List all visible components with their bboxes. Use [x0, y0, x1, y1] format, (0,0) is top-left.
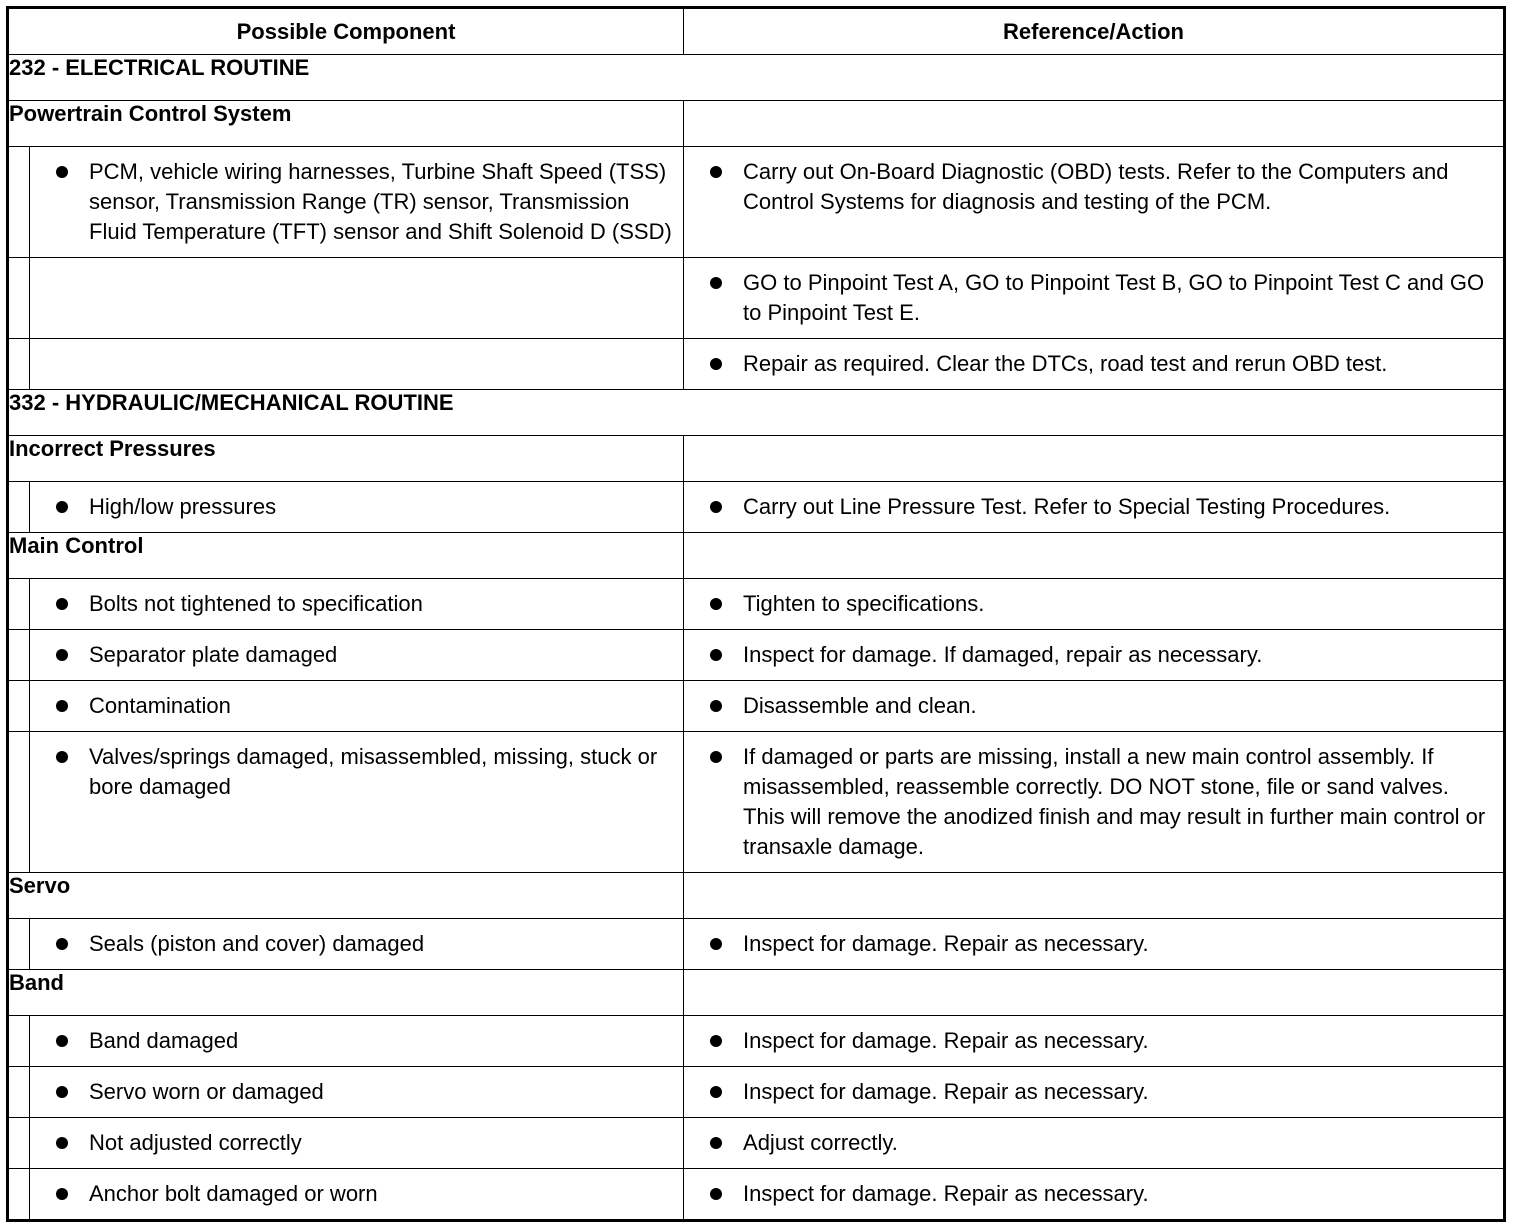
action-text: Inspect for damage. If damaged, repair as necessary.: [743, 642, 1263, 667]
component-text: Servo worn or damaged: [89, 1079, 324, 1104]
table-row: [8, 482, 1505, 533]
reference-cell: [684, 919, 1505, 970]
component-text: Not adjusted correctly: [89, 1130, 302, 1155]
component-cell: [30, 1118, 684, 1169]
bullet-icon: [710, 358, 722, 370]
indent-cell: [8, 1016, 30, 1067]
component-cell: [30, 579, 684, 630]
table-row: [8, 339, 1505, 390]
bullet-icon: [710, 649, 722, 661]
indent-cell: [8, 919, 30, 970]
group-title: Main Control: [8, 533, 684, 579]
indent-cell: [8, 1169, 30, 1221]
group-title: Powertrain Control System: [8, 101, 684, 147]
action-text: If damaged or parts are missing, install a new main control assembly. If misassembled, reassemble correctly. DO NOT stone, file or sand valves. This will remove the anodized finish and may result in further main control or transaxle damage.: [743, 744, 1486, 859]
reference-cell: [684, 1169, 1505, 1221]
reference-cell: [684, 579, 1505, 630]
bullet-icon: [710, 1086, 722, 1098]
indent-cell: [8, 630, 30, 681]
diagnostic-table: [6, 6, 1506, 1222]
reference-cell: [684, 339, 1505, 390]
indent-cell: [8, 1067, 30, 1118]
table-row: [8, 579, 1505, 630]
reference-cell: [684, 258, 1505, 339]
indent-cell: [8, 258, 30, 339]
component-text: Separator plate damaged: [89, 642, 338, 667]
bullet-icon: [56, 1086, 68, 1098]
action-text: Carry out Line Pressure Test. Refer to Special Testing Procedures.: [743, 494, 1391, 519]
bullet-icon: [56, 751, 68, 763]
group-reference-empty: [684, 101, 1505, 147]
bullet-icon: [56, 700, 68, 712]
indent-cell: [8, 579, 30, 630]
bullet-icon: [56, 1188, 68, 1200]
component-cell: [30, 482, 684, 533]
table-body: [8, 55, 1505, 1221]
bullet-icon: [710, 501, 722, 513]
bullet-icon: [710, 1188, 722, 1200]
component-cell: [30, 630, 684, 681]
component-cell: [30, 1067, 684, 1118]
reference-cell: [684, 482, 1505, 533]
component-cell: [30, 919, 684, 970]
section-row: [8, 390, 1505, 436]
group-reference-empty: [684, 436, 1505, 482]
bullet-icon: [710, 166, 722, 178]
action-text: Adjust correctly.: [743, 1130, 898, 1155]
bullet-icon: [56, 598, 68, 610]
bullet-icon: [56, 649, 68, 661]
section-title: 332 - HYDRAULIC/MECHANICAL ROUTINE: [8, 390, 1505, 436]
component-text: Contamination: [89, 693, 231, 718]
reference-cell: [684, 1067, 1505, 1118]
table-row: [8, 919, 1505, 970]
action-text: Inspect for damage. Repair as necessary.: [743, 931, 1149, 956]
table-row: [8, 681, 1505, 732]
table-row: [8, 1118, 1505, 1169]
indent-cell: [8, 147, 30, 258]
action-text: Inspect for damage. Repair as necessary.: [743, 1181, 1149, 1206]
component-cell: [30, 1169, 684, 1221]
bullet-icon: [56, 1137, 68, 1149]
section-row: [8, 55, 1505, 101]
component-cell: [30, 1016, 684, 1067]
reference-cell: [684, 732, 1505, 873]
group-row: [8, 436, 1505, 482]
group-row: [8, 101, 1505, 147]
bullet-icon: [710, 751, 722, 763]
table-row: [8, 1067, 1505, 1118]
bullet-icon: [710, 938, 722, 950]
table-row: [8, 258, 1505, 339]
bullet-icon: [56, 166, 68, 178]
component-text: Band damaged: [89, 1028, 239, 1053]
component-text: Valves/springs damaged, misassembled, missing, stuck or bore damaged: [89, 744, 658, 799]
bullet-icon: [710, 1137, 722, 1149]
component-text: Seals (piston and cover) damaged: [89, 931, 425, 956]
reference-cell: [684, 147, 1505, 258]
bullet-icon: [56, 501, 68, 513]
indent-cell: [8, 1118, 30, 1169]
action-text: Tighten to specifications.: [743, 591, 985, 616]
table-row: [8, 630, 1505, 681]
section-title: 232 - ELECTRICAL ROUTINE: [8, 55, 1505, 101]
component-cell: [30, 339, 684, 390]
component-text: PCM, vehicle wiring harnesses, Turbine Shaft Speed (TSS) sensor, Transmission Range (TR) sensor, Transmission Fluid Temperature (TFT) sensor and Shift Solenoid D (SSD): [89, 159, 672, 244]
bullet-icon: [710, 277, 722, 289]
table-row: [8, 732, 1505, 873]
indent-cell: [8, 732, 30, 873]
action-text: GO to Pinpoint Test A, GO to Pinpoint Test B, GO to Pinpoint Test C and GO to Pinpoint Test E.: [743, 270, 1485, 325]
group-row: [8, 873, 1505, 919]
reference-cell: [684, 630, 1505, 681]
reference-cell: [684, 1016, 1505, 1067]
group-reference-empty: [684, 873, 1505, 919]
action-text: Repair as required. Clear the DTCs, road test and rerun OBD test.: [743, 351, 1388, 376]
bullet-icon: [56, 938, 68, 950]
action-text: Inspect for damage. Repair as necessary.: [743, 1028, 1149, 1053]
group-row: [8, 533, 1505, 579]
bullet-icon: [710, 598, 722, 610]
component-cell: [30, 732, 684, 873]
action-text: Inspect for damage. Repair as necessary.: [743, 1079, 1149, 1104]
bullet-icon: [710, 1035, 722, 1047]
indent-cell: [8, 482, 30, 533]
component-text: High/low pressures: [89, 494, 277, 519]
reference-cell: [684, 1118, 1505, 1169]
component-cell: [30, 681, 684, 732]
table-row: [8, 1169, 1505, 1221]
header-reference: Reference/Action: [684, 8, 1505, 55]
action-text: Carry out On-Board Diagnostic (OBD) tests. Refer to the Computers and Control Systems for diagnosis and testing of the PCM.: [743, 159, 1449, 214]
bullet-icon: [710, 700, 722, 712]
bullet-icon: [56, 1035, 68, 1047]
component-cell: [30, 147, 684, 258]
indent-cell: [8, 339, 30, 390]
component-cell: [30, 258, 684, 339]
reference-cell: [684, 681, 1505, 732]
indent-cell: [8, 681, 30, 732]
action-text: Disassemble and clean.: [743, 693, 977, 718]
table-row: [8, 1016, 1505, 1067]
group-reference-empty: [684, 533, 1505, 579]
component-text: Bolts not tightened to specification: [89, 591, 423, 616]
group-title: Band: [8, 970, 684, 1016]
table-row: [8, 147, 1505, 258]
header-row: [8, 8, 1505, 55]
component-text: Anchor bolt damaged or worn: [89, 1181, 378, 1206]
group-reference-empty: [684, 970, 1505, 1016]
group-title: Incorrect Pressures: [8, 436, 684, 482]
header-component: Possible Component: [8, 8, 684, 55]
group-title: Servo: [8, 873, 684, 919]
group-row: [8, 970, 1505, 1016]
